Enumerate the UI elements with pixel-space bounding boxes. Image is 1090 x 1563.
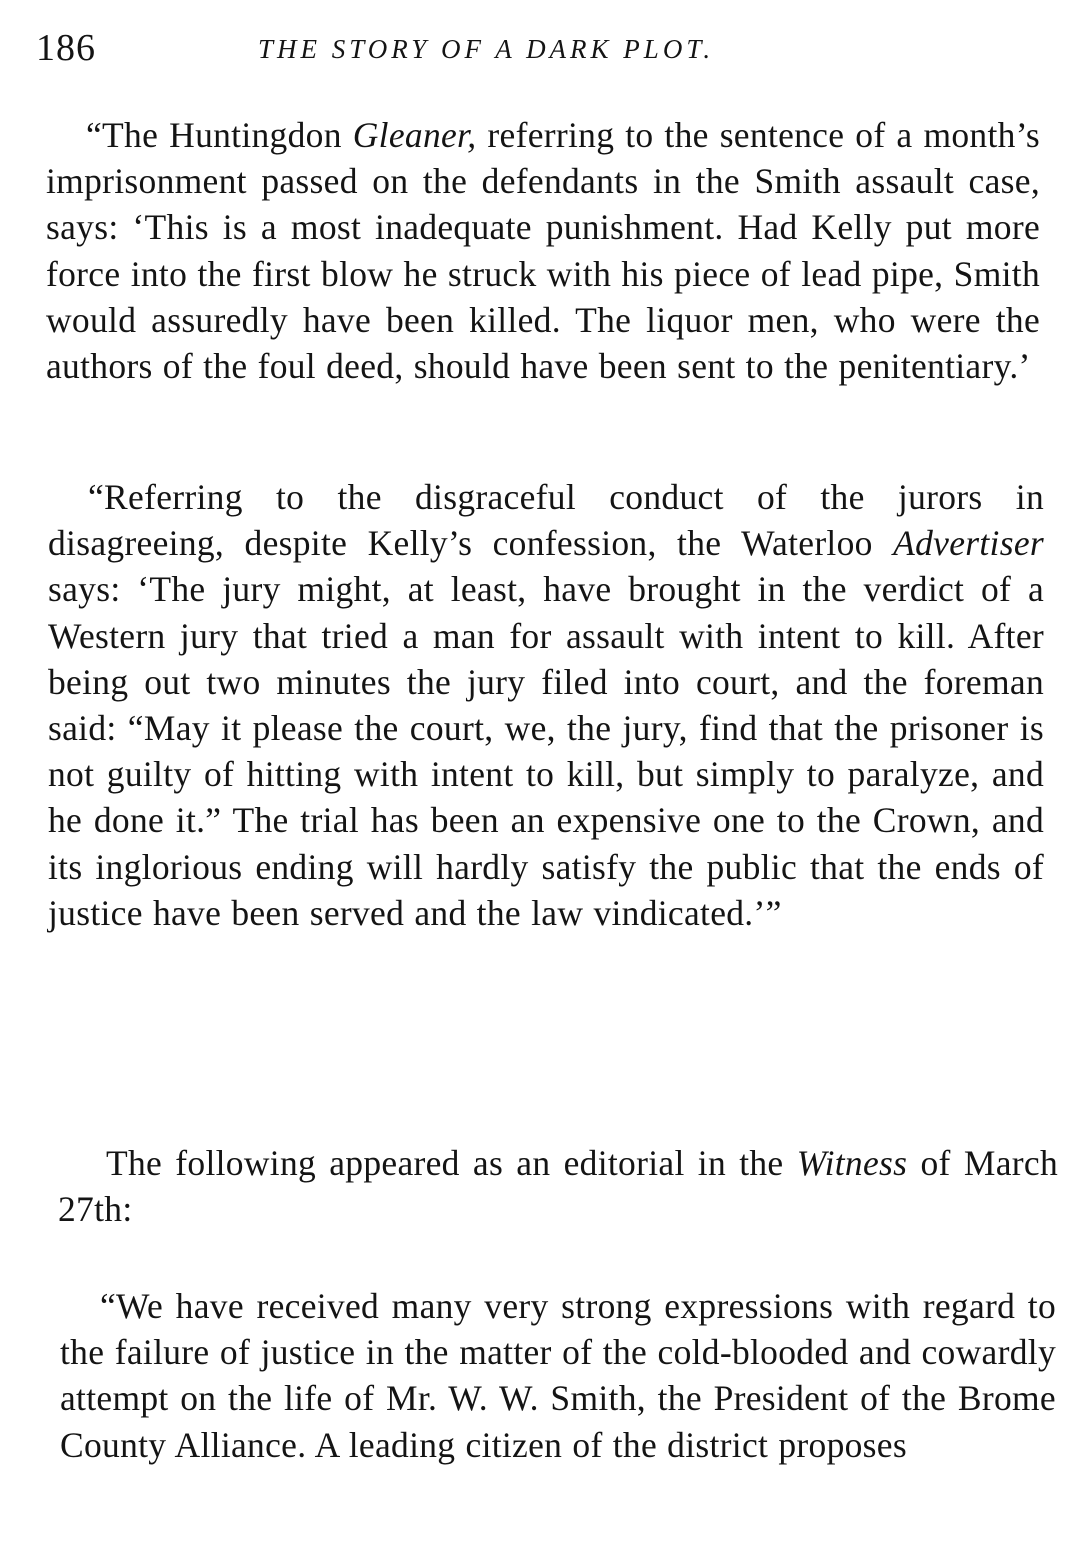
- page-number: 186: [36, 27, 96, 69]
- paragraph-text: “The Huntingdon: [86, 115, 353, 155]
- running-title: THE STORY OF A DARK PLOT.: [258, 34, 715, 64]
- paragraph-gleaner-quote: [46, 112, 1040, 389]
- paragraph-text: “Referring to the disgraceful conduct of the jurors in disagreeing, despite Kelly’s confession, the Waterloo: [48, 477, 1044, 564]
- paragraph-text: The following appeared as an editorial in the: [106, 1143, 797, 1183]
- running-head: [36, 26, 1046, 76]
- paragraph-witness-intro: [58, 1140, 1058, 1232]
- paragraph-advertiser-quote: [48, 474, 1044, 936]
- paragraph-text: referring to the sentence of a month’s imprisonment passed on the defendants in the Smith assault case, says: ‘This is a most inadequate punishment. Had Kelly put more force into the first blow he struck with his piece of lead pipe, Smith would assuredly have been killed. The liquor men, who were the authors of the foul deed, should have been sent to the penitentiary.’: [46, 115, 1040, 387]
- paragraph-witness-editorial: [60, 1283, 1056, 1468]
- paragraph-text: of March 27th:: [58, 1143, 1058, 1230]
- paragraph-text: “We have received many very strong expressions with regard to the failure of justice in the matter of the cold-blooded and cowardly attempt on the life of Mr. W. W. Smith, the President of the Brome County Alliance. A leading citizen of the district proposes: [60, 1286, 1056, 1465]
- newspaper-name: Gleaner,: [352, 115, 477, 155]
- newspaper-name: Advertiser: [893, 523, 1044, 564]
- newspaper-name: Witness: [796, 1143, 908, 1183]
- paragraph-text: says: ‘The jury might, at least, have brought in the verdict of a Western jury that tried a man for assault with intent to kill. After being out two minutes the jury filed into court, and the foreman said: “May it please the court, we, the jury, find that the prisoner is not guilty of hitting with intent to kill, but simply to paralyze, and he done it.” The trial has been an expensive one to the Crown, and its inglorious ending will hardly satisfy the public that the ends of justice have been served and the law vindicated.’”: [48, 569, 1044, 933]
